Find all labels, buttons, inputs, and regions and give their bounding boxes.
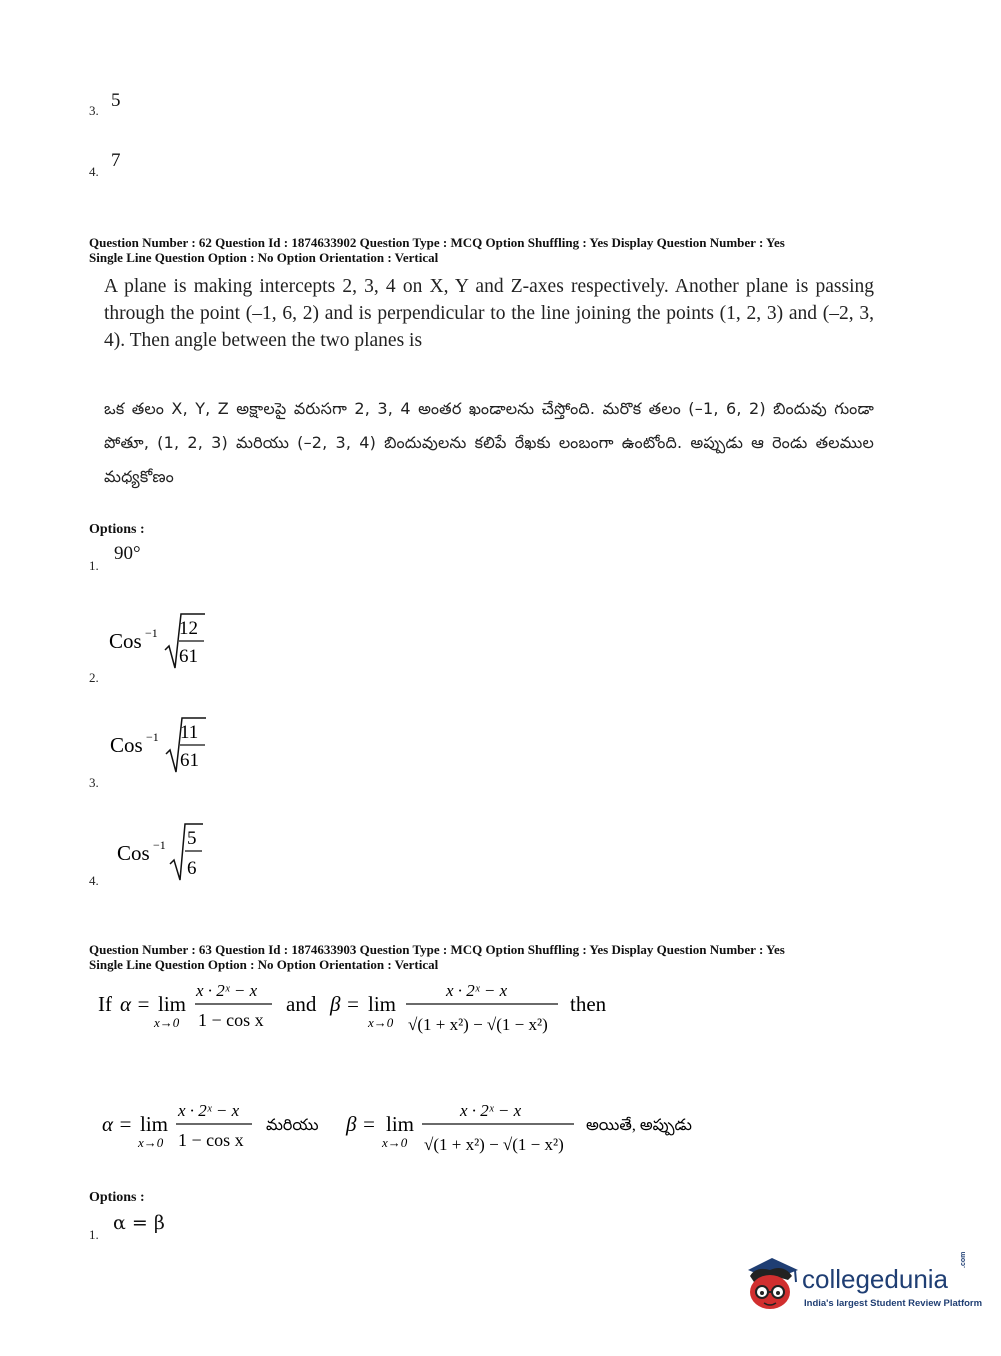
cos-label: Cos bbox=[117, 841, 150, 865]
option-value: 90° bbox=[114, 543, 141, 564]
question-text-english: A plane is making intercepts 2, 3, 4 on X, Y and Z-axes respectively. Another plane is passing through the point (–1, 6, 2) and is perpendicular to the line joining the points (1, 2, 3) and (–2, 3, 4). Then angle between the two planes is bbox=[104, 276, 874, 351]
fraction-denominator: 6 bbox=[187, 858, 197, 879]
alpha-lhs: α = bbox=[120, 992, 151, 1016]
then-word: then bbox=[570, 992, 607, 1016]
option-value: α = β bbox=[113, 1212, 165, 1234]
and-word-telugu: మరియు bbox=[266, 1117, 319, 1134]
lim-word: lim bbox=[368, 992, 397, 1016]
option-number: 4. bbox=[89, 164, 99, 179]
option-number: 2. bbox=[89, 670, 99, 685]
limit-subscript: x→0 bbox=[368, 1015, 394, 1030]
lim-word: lim bbox=[386, 1112, 415, 1136]
beta-lhs: β = bbox=[346, 1112, 376, 1136]
fraction-numerator: 12 bbox=[179, 618, 198, 639]
options-heading: Options : bbox=[89, 1190, 145, 1205]
logo-tld: .com bbox=[960, 1251, 967, 1268]
options-heading: Options : bbox=[89, 522, 145, 537]
fraction-numerator: x · 2ˣ − x bbox=[178, 1101, 240, 1120]
fraction-numerator: x · 2ˣ − x bbox=[460, 1101, 522, 1120]
limit-subscript: x→0 bbox=[382, 1135, 408, 1150]
question-text-telugu: ఒక తలం X, Y, Z అక్షాలపై వరుసగా 2, 3, 4 అంతర ఖండాలను చేస్తోంది. మరొక తలం (–1, 6, 2) బిందువు గుండా పోతూ, (1, 2, 3) మరియు (–2, 3, 4) బిందువులను కలిపే రేఖకు లంబంగా ఉంటోంది. అప్పుడు ఆ రెండు తలముల మధ్యకోణం bbox=[104, 399, 874, 486]
option-number: 1. bbox=[89, 1227, 99, 1242]
fraction-denominator: 1 − cos x bbox=[178, 1130, 244, 1150]
fraction-numerator: 5 bbox=[187, 828, 197, 849]
limit-subscript: x→0 bbox=[138, 1135, 164, 1150]
option-math bbox=[105, 610, 215, 678]
fraction-numerator: x · 2ˣ − x bbox=[446, 981, 508, 1000]
cos-label: Cos bbox=[110, 733, 143, 757]
inverse-sup: −1 bbox=[153, 838, 166, 852]
logo-subtitle: India's largest Student Review Platform bbox=[804, 1298, 983, 1309]
beta-lhs: β = bbox=[330, 992, 360, 1016]
option-value: 7 bbox=[111, 150, 121, 171]
option-number: 1. bbox=[89, 558, 99, 573]
option-number: 3. bbox=[89, 103, 99, 118]
alpha-lhs: α = bbox=[102, 1112, 133, 1136]
question-meta: Single Line Question Option : No Option Orientation : Vertical bbox=[89, 957, 439, 972]
fraction-numerator: x · 2ˣ − x bbox=[196, 981, 258, 1000]
cos-label: Cos bbox=[109, 629, 142, 653]
question-meta: Question Number : 63 Question Id : 1874633903 Question Type : MCQ Option Shuffling : Yes Display Question Number : Yes bbox=[89, 942, 785, 957]
fraction-denominator: 1 − cos x bbox=[198, 1010, 264, 1030]
limit-subscript: x→0 bbox=[154, 1015, 180, 1030]
option-math bbox=[113, 820, 213, 888]
fraction-denominator: √(1 + x²) − √(1 − x²) bbox=[408, 1015, 548, 1034]
question-meta: Single Line Question Option : No Option Orientation : Vertical bbox=[89, 250, 439, 265]
question-formula-english bbox=[96, 974, 656, 1050]
mascot-icon bbox=[740, 1250, 802, 1314]
lim-word: lim bbox=[140, 1112, 169, 1136]
option-number: 4. bbox=[89, 873, 99, 888]
fraction-numerator: 11 bbox=[180, 722, 199, 743]
option-value: 5 bbox=[111, 90, 121, 111]
inverse-sup: −1 bbox=[146, 730, 159, 744]
collegedunia-logo bbox=[740, 1250, 983, 1316]
lim-word: lim bbox=[158, 992, 187, 1016]
question-meta: Question Number : 62 Question Id : 1874633902 Question Type : MCQ Option Shuffling : Yes Display Question Number : Yes bbox=[89, 235, 785, 250]
fraction-denominator: 61 bbox=[179, 646, 198, 667]
fraction-denominator: √(1 + x²) − √(1 − x²) bbox=[424, 1135, 564, 1154]
option-number: 3. bbox=[89, 775, 99, 790]
inverse-sup: −1 bbox=[145, 626, 158, 640]
and-word: and bbox=[286, 992, 317, 1016]
then-word-telugu: అయితే, అప్పుడు bbox=[586, 1117, 692, 1134]
fraction-denominator: 61 bbox=[180, 750, 199, 771]
if-word: If bbox=[98, 992, 112, 1016]
question-formula-telugu bbox=[100, 1092, 740, 1172]
logo-title: collegedunia bbox=[802, 1264, 949, 1294]
option-math bbox=[106, 714, 216, 782]
